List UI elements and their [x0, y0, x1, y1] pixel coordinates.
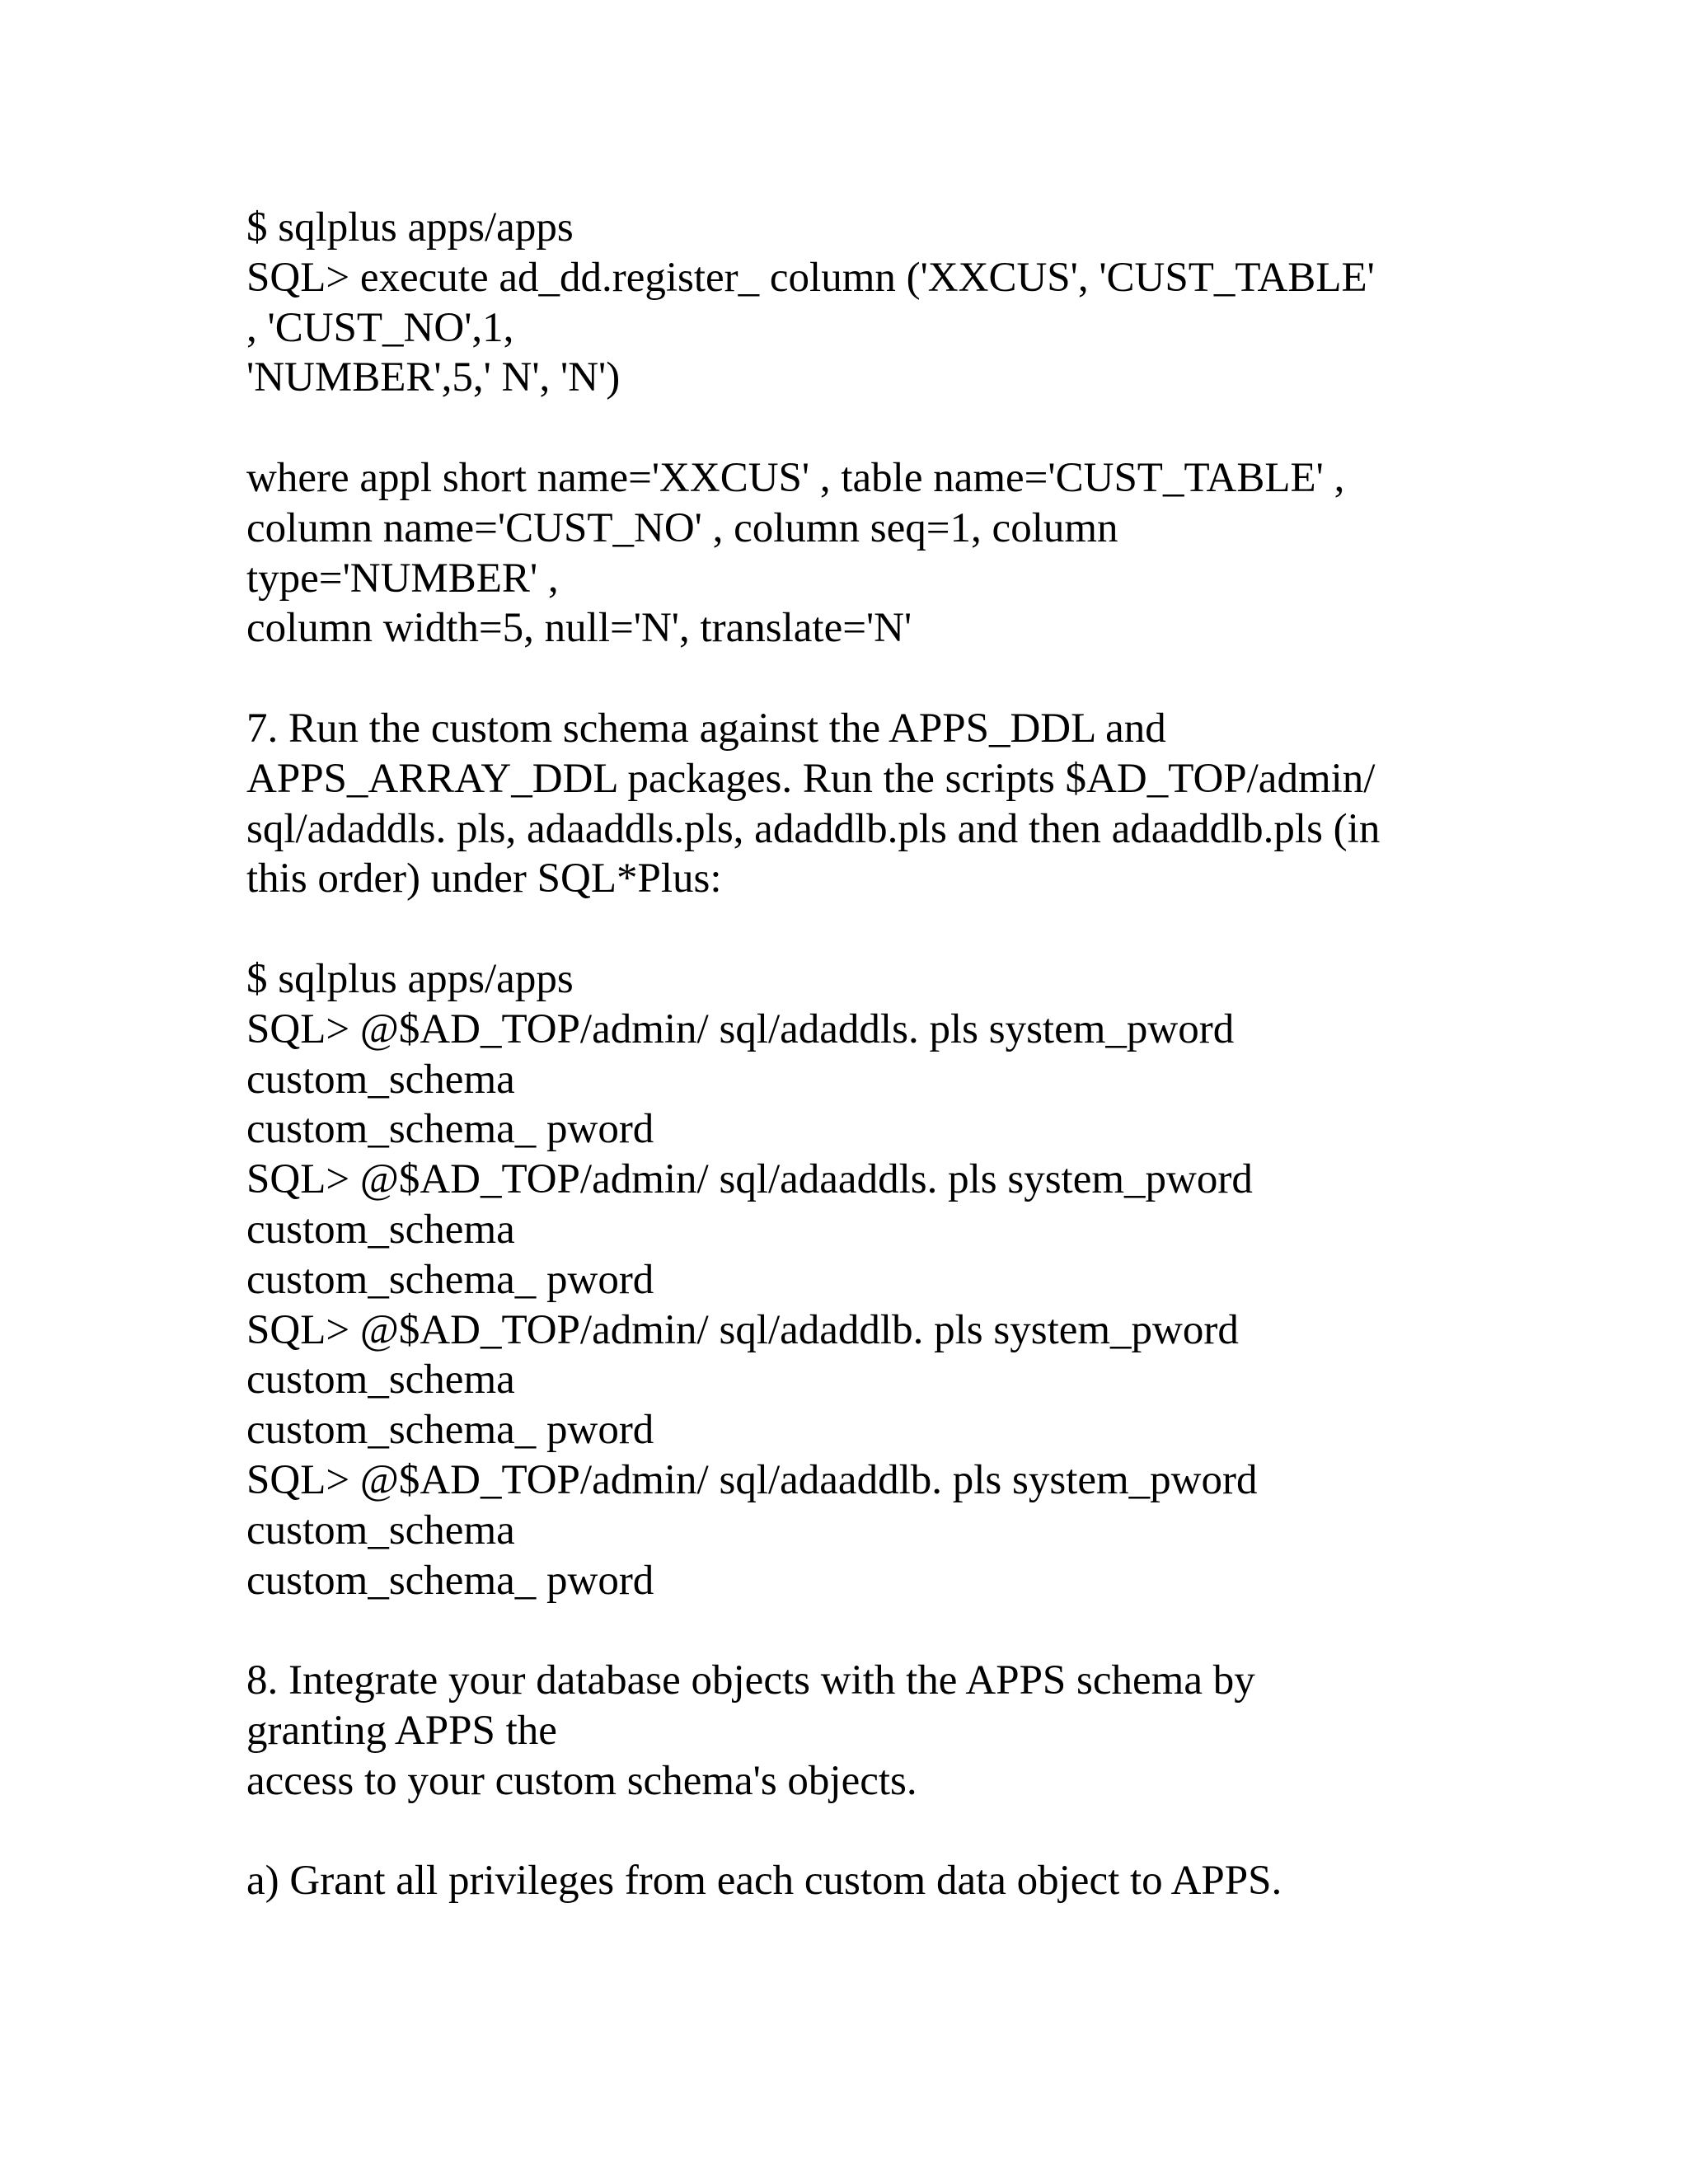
- text-line: $ sqlplus apps/apps: [246, 204, 574, 251]
- document-body: [246, 203, 1483, 1906]
- text-line: $ sqlplus apps/apps: [246, 955, 574, 1002]
- text-line: type='NUMBER' ,: [246, 555, 559, 602]
- text-line: where appl short name='XXCUS' , table name='CUST_TABLE' ,: [246, 454, 1345, 501]
- text-line: 8. Integrate your database objects with the APPS schema by: [246, 1657, 1255, 1704]
- paragraph-spacer: [246, 904, 1483, 954]
- text-line: SQL> @$AD_TOP/admin/ sql/adaddls. pls system_pword: [246, 1005, 1235, 1052]
- step-8a-paragraph: [246, 1856, 1483, 1906]
- text-line: column width=5, null='N', translate='N': [246, 605, 912, 652]
- text-line: custom_schema: [246, 1206, 515, 1253]
- text-line: this order) under SQL*Plus:: [246, 855, 722, 902]
- text-line: custom_schema_ pword: [246, 1256, 654, 1303]
- parameter-explanation-block: [246, 453, 1483, 654]
- sqlplus-scripts-block: [246, 954, 1483, 1605]
- step-7-paragraph: [246, 704, 1483, 904]
- step-8-paragraph: [246, 1656, 1483, 1806]
- text-line: 7. Run the custom schema against the APPS_DDL and: [246, 705, 1166, 752]
- text-line: SQL> @$AD_TOP/admin/ sql/adaaddlb. pls system_pword: [246, 1456, 1258, 1503]
- text-line: SQL> @$AD_TOP/admin/ sql/adaddlb. pls system_pword: [246, 1306, 1239, 1353]
- text-line: SQL> @$AD_TOP/admin/ sql/adaaddls. pls system_pword: [246, 1156, 1253, 1203]
- paragraph-spacer: [246, 654, 1483, 704]
- text-line: sql/adaddls. pls, adaaddls.pls, adaddlb.pls and then adaaddlb.pls (in: [246, 805, 1381, 852]
- paragraph-spacer: [246, 403, 1483, 453]
- paragraph-spacer: [246, 1807, 1483, 1857]
- text-line: granting APPS the: [246, 1707, 557, 1754]
- text-line: custom_schema_ pword: [246, 1557, 654, 1604]
- text-line: custom_schema: [246, 1056, 515, 1103]
- text-line: SQL> execute ad_dd.register_ column ('XXCUS', 'CUST_TABLE': [246, 254, 1375, 301]
- text-line: custom_schema_ pword: [246, 1407, 654, 1454]
- text-line: custom_schema_ pword: [246, 1106, 654, 1153]
- text-line: APPS_ARRAY_DDL packages. Run the scripts $AD_TOP/admin/: [246, 755, 1376, 802]
- text-line: column name='CUST_NO' , column seq=1, column: [246, 504, 1118, 551]
- text-line: custom_schema: [246, 1357, 515, 1404]
- register-column-command-block: [246, 203, 1483, 403]
- text-line: access to your custom schema's objects.: [246, 1757, 917, 1804]
- text-line: a) Grant all privileges from each custom data object to APPS.: [246, 1858, 1282, 1905]
- text-line: custom_schema: [246, 1507, 515, 1554]
- text-line: , 'CUST_NO',1,: [246, 304, 514, 351]
- text-line: 'NUMBER',5,' N', 'N'): [246, 354, 621, 401]
- paragraph-spacer: [246, 1605, 1483, 1656]
